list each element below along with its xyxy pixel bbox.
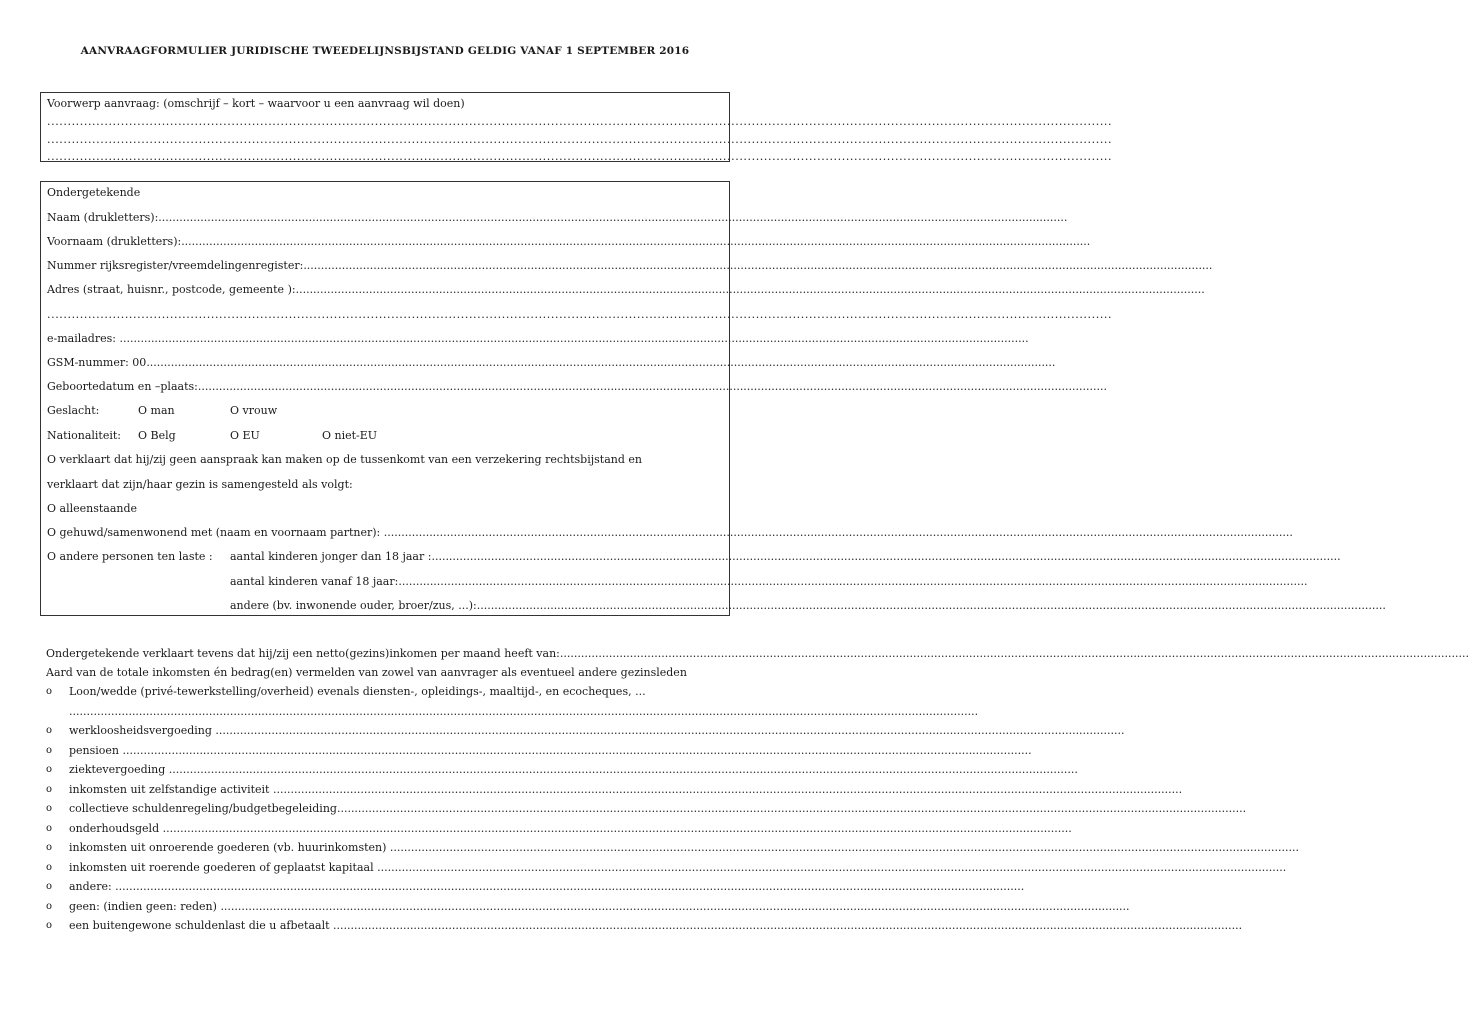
geboorte-label: Geboortedatum en –plaats: — [47, 380, 198, 393]
andere-personen-option[interactable]: O andere personen ten laste : — [47, 550, 213, 563]
inkomen-item-pensioen[interactable]: pensioen .................................................................................................................................................................................................................................................................... — [69, 744, 1032, 757]
inkomen-item-schuldenlast[interactable]: een buitengewone schuldenlast die u afbetaalt .................................................................................................................................................................................................................................................................... — [69, 919, 1243, 932]
bullet-icon: o — [46, 764, 53, 775]
inkomen-field[interactable]: Ondergetekende verklaart tevens dat hij/zij een netto(gezins)inkomen per maand heeft van:.................................................................................................................................................................................................................................................................... — [46, 647, 1469, 660]
voorwerp-section — [40, 92, 1113, 163]
bullet-icon: o — [46, 842, 53, 853]
geslacht-vrouw-option[interactable]: O vrouw — [230, 404, 278, 417]
inkomen-item-ziekte[interactable]: ziektevergoeding .................................................................................................................................................................................................................................................................... — [69, 763, 1078, 776]
voorwerp-line-3[interactable]: .................................................................................................................................................................................................................................................................... — [47, 150, 1113, 163]
kinderen-vanaf-field[interactable]: aantal kinderen vanaf 18 jaar:.................................................................................................................................................................................................................................................................... — [230, 575, 1308, 588]
kinderen-jonger-field[interactable]: aantal kinderen jonger dan 18 jaar :.................................................................................................................................................................................................................................................................... — [230, 550, 1341, 563]
bullet-icon: o — [46, 686, 53, 697]
gehuwd-label: O gehuwd/samenwonend met (naam en voornaam partner): — [47, 526, 384, 539]
bullet-icon: o — [46, 823, 53, 834]
adres-label: Adres (straat, huisnr., postcode, gemeente ): — [47, 283, 296, 296]
inkomen-verklaring: Ondergetekende verklaart tevens dat hij/zij een netto(gezins)inkomen per maand heeft van: — [46, 647, 560, 660]
ondergetekende-heading: Ondergetekende — [47, 186, 141, 199]
bullet-icon: o — [46, 901, 53, 912]
bullet-icon: o — [46, 745, 53, 756]
email-label: e-mailadres: — [47, 332, 120, 345]
bullet-icon: o — [46, 725, 53, 736]
voorwerp-line-1[interactable]: .................................................................................................................................................................................................................................................................... — [47, 115, 1113, 128]
rijksregister-label: Nummer rijksregister/vreemdelingenregister: — [47, 259, 304, 272]
page-title: AANVRAAGFORMULIER JURIDISCHE TWEEDELIJNSBIJSTAND GELDIG VANAF 1 SEPTEMBER 2016 — [80, 45, 690, 57]
naam-field[interactable]: Naam (drukletters):.................................................................................................................................................................................................................................................................... — [47, 211, 1068, 224]
inkomen-item-geen[interactable]: geen: (indien geen: reden) .................................................................................................................................................................................................................................................................... — [69, 900, 1130, 913]
verzekering-statement[interactable]: O verklaart dat hij/zij geen aanspraak kan maken op de tussenkomt van een verzekering rechtsbijstand en — [47, 453, 642, 466]
bullet-icon: o — [46, 803, 53, 814]
inkomen-item-zelfstandig[interactable]: inkomsten uit zelfstandige activiteit .................................................................................................................................................................................................................................................................... — [69, 783, 1183, 796]
gezin-statement: verklaart dat zijn/haar gezin is samengesteld als volgt: — [47, 478, 353, 491]
email-field[interactable]: e-mailadres: .................................................................................................................................................................................................................................................................... — [47, 332, 1029, 345]
andere-inwonend-field[interactable]: andere (bv. inwonende ouder, broer/zus, ...):.................................................................................................................................................................................................................................................................... — [230, 599, 1386, 612]
bullet-icon: o — [46, 881, 53, 892]
adres-line-2[interactable]: .................................................................................................................................................................................................................................................................... — [47, 308, 1113, 321]
voornaam-label: Voornaam (drukletters): — [47, 235, 182, 248]
geboorte-field[interactable]: Geboortedatum en –plaats:.................................................................................................................................................................................................................................................................... — [47, 380, 1107, 393]
inkomen-aard: Aard van de totale inkomsten én bedrag(en) vermelden van zowel van aanvrager als eventueel andere gezinsleden — [46, 666, 687, 679]
ondergetekende-section — [40, 181, 1386, 616]
inkomen-item-onroerend[interactable]: inkomsten uit onroerende goederen (vb. huurinkomsten) .................................................................................................................................................................................................................................................................... — [69, 841, 1300, 854]
gehuwd-field[interactable]: O gehuwd/samenwonend met (naam en voornaam partner): .................................................................................................................................................................................................................................................................... — [47, 526, 1293, 539]
gsm-field[interactable]: GSM-nummer: 00.................................................................................................................................................................................................................................................................... — [47, 356, 1056, 369]
inkomen-item-schuldenregeling[interactable]: collectieve schuldenregeling/budgetbegeleiding.................................................................................................................................................................................................................................................................... — [69, 802, 1247, 815]
inkomen-item-werkloosheid[interactable]: werkloosheidsvergoeding .................................................................................................................................................................................................................................................................... — [69, 724, 1125, 737]
inkomen-item-loon-line[interactable]: .................................................................................................................................................................................................................................................................... — [69, 705, 979, 718]
inkomen-item-loon: Loon/wedde (privé-tewerkstelling/overheid) evenals diensten-, opleidings-, maaltijd-, en ecocheques, ... — [69, 685, 646, 698]
kinderen-vanaf-label: aantal kinderen vanaf 18 jaar: — [230, 575, 399, 588]
naam-label: Naam (drukletters): — [47, 211, 159, 224]
voornaam-field[interactable]: Voornaam (drukletters):.................................................................................................................................................................................................................................................................... — [47, 235, 1091, 248]
nat-eu-option[interactable]: O EU — [230, 429, 260, 442]
adres-field[interactable]: Adres (straat, huisnr., postcode, gemeente ):.................................................................................................................................................................................................................................................................... — [47, 283, 1205, 296]
kinderen-jonger-label: aantal kinderen jonger dan 18 jaar : — [230, 550, 432, 563]
geslacht-man-option[interactable]: O man — [138, 404, 175, 417]
alleenstaande-option[interactable]: O alleenstaande — [47, 502, 138, 515]
geslacht-label: Geslacht: — [47, 404, 100, 417]
inkomen-item-andere[interactable]: andere: .................................................................................................................................................................................................................................................................... — [69, 880, 1025, 893]
bullet-icon: o — [46, 862, 53, 873]
gsm-label: GSM-nummer: 00 — [47, 356, 147, 369]
inkomen-item-roerend[interactable]: inkomsten uit roerende goederen of geplaatst kapitaal .................................................................................................................................................................................................................................................................... — [69, 861, 1287, 874]
rijksregister-field[interactable]: Nummer rijksregister/vreemdelingenregister:.................................................................................................................................................................................................................................................................... — [47, 259, 1213, 272]
nationaliteit-label: Nationaliteit: — [47, 429, 121, 442]
andere-inwonend-label: andere (bv. inwonende ouder, broer/zus, ...): — [230, 599, 477, 612]
bullet-icon: o — [46, 920, 53, 931]
nat-niet-eu-option[interactable]: O niet-EU — [322, 429, 378, 442]
nat-belg-option[interactable]: O Belg — [138, 429, 176, 442]
bullet-icon: o — [46, 784, 53, 795]
voorwerp-label: Voorwerp aanvraag: (omschrijf – kort – waarvoor u een aanvraag wil doen) — [47, 97, 465, 110]
inkomen-item-onderhoudsgeld[interactable]: onderhoudsgeld .................................................................................................................................................................................................................................................................... — [69, 822, 1072, 835]
voorwerp-line-2[interactable]: .................................................................................................................................................................................................................................................................... — [47, 133, 1113, 146]
